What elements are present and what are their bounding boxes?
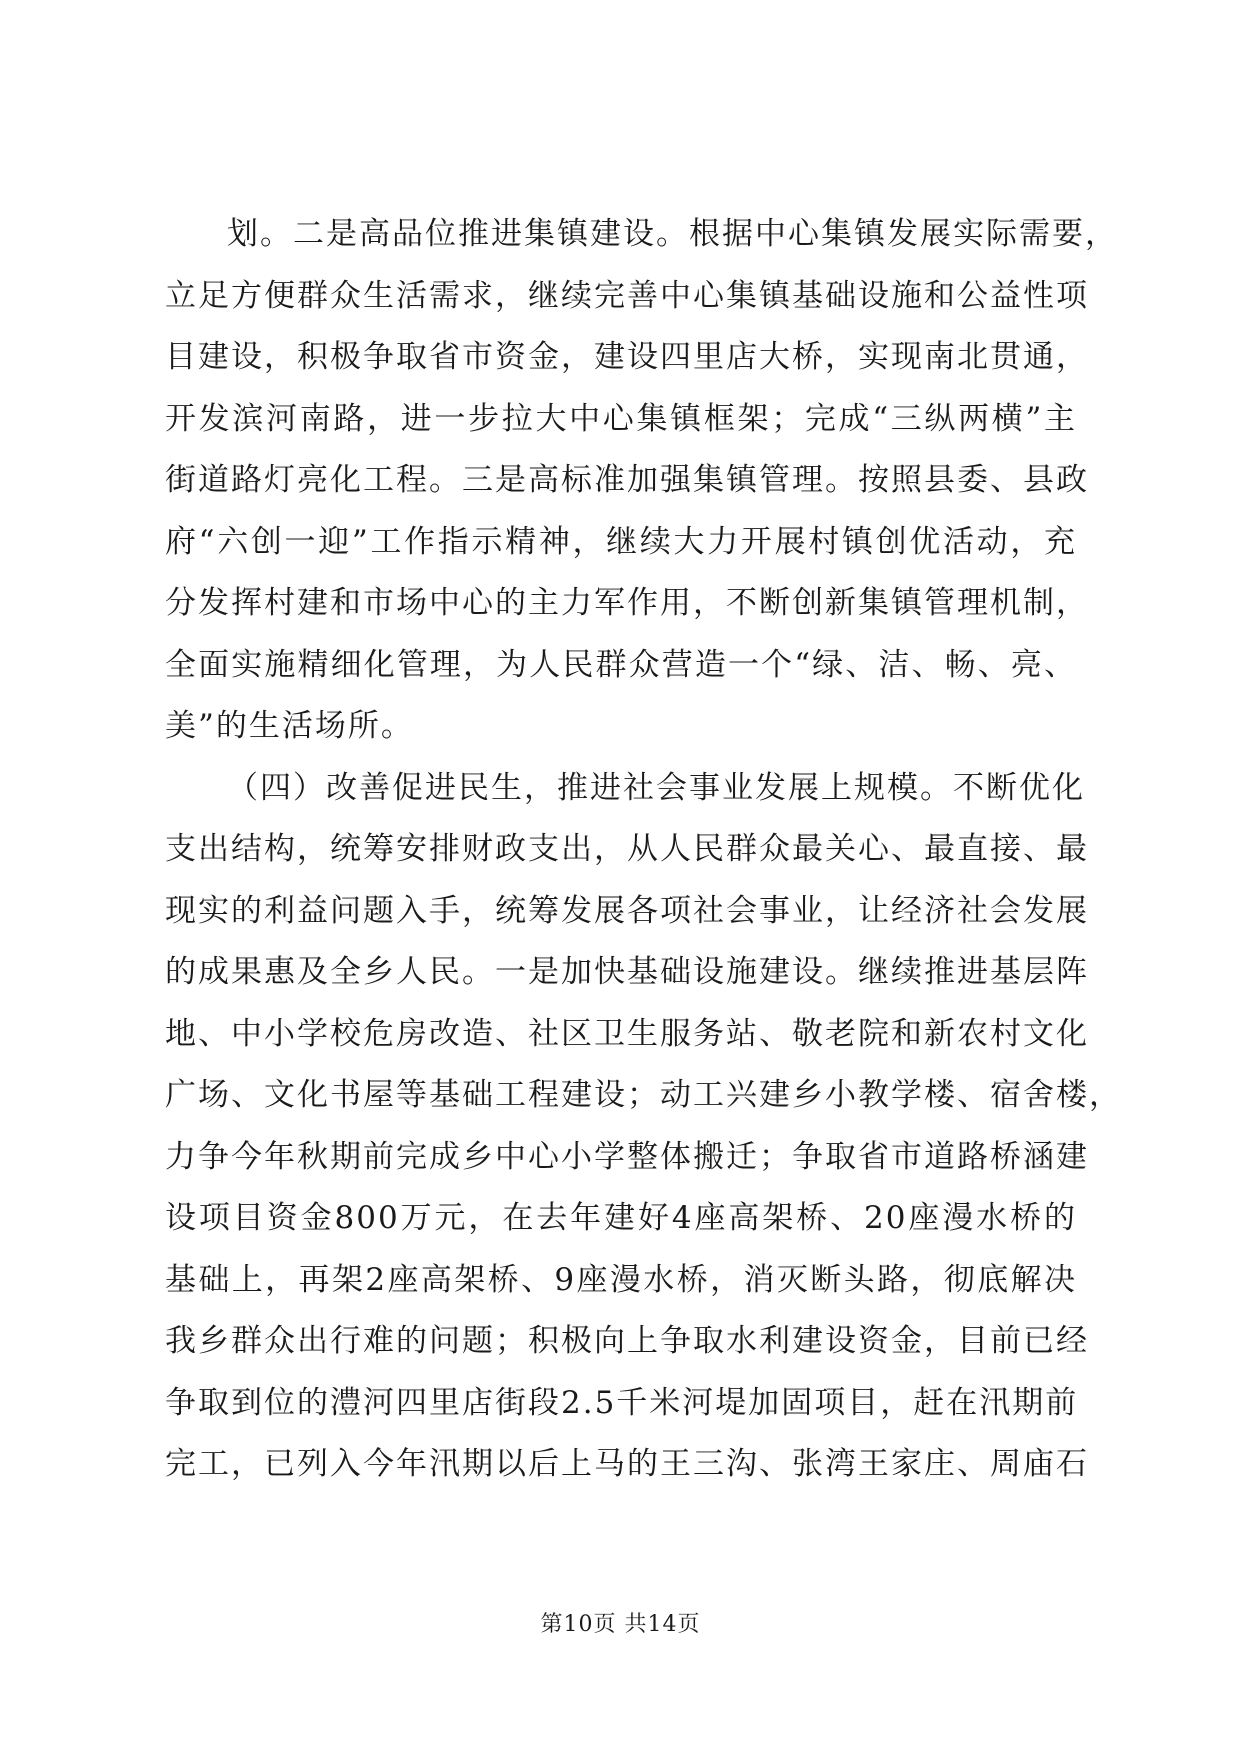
- body-text: [165, 208, 1122, 1500]
- text-line: 支出结构，统筹安排财政支出，从人民群众最关心、最直接、最: [165, 831, 1089, 867]
- text-line: 开发滨河南路，进一步拉大中心集镇框架；完成“三纵两横”主: [165, 400, 1077, 437]
- text-line: 我乡群众出行难的问题；积极向上争取水利建设资金，目前已经: [165, 1323, 1089, 1359]
- page-number-footer: 第10页 共14页: [540, 1612, 701, 1637]
- text-line: 完工，已列入今年汛期以后上马的王三沟、张湾王家庄、周庙石: [165, 1446, 1089, 1482]
- text-line: 划。二是高品位推进集镇建设。根据中心集镇发展实际需要，: [227, 216, 1118, 252]
- text-line: 的成果惠及全乡人民。一是加快基础设施建设。继续推进基层阵: [165, 954, 1089, 990]
- text-line: 美”的生活场所。: [165, 708, 414, 744]
- text-line: 府“六创一迎”工作指示精神，继续大力开展村镇创优活动，充: [165, 523, 1077, 560]
- text-line: 现实的利益问题入手，统筹发展各项社会事业，让经济社会发展: [165, 892, 1089, 929]
- text-line: 目建设，积极争取省市资金，建设四里店大桥，实现南北贯通，: [165, 339, 1089, 375]
- paragraph-heading-line: （四）改善促进民生，推进社会事业发展上规模。不断优化: [227, 769, 1085, 806]
- text-line: 街道路灯亮化工程。三是高标准加强集镇管理。按照县委、县政: [165, 462, 1089, 498]
- text-line: 基础上，再架2座高架桥、9座漫水桥，消灭断头路，彻底解决: [165, 1261, 1077, 1298]
- text-line: 广场、文化书屋等基础工程建设；动工兴建乡小教学楼、宿舍楼，: [165, 1077, 1122, 1113]
- text-line: 地、中小学校危房改造、社区卫生服务站、敬老院和新农村文化: [165, 1015, 1089, 1052]
- text-line: 立足方便群众生活需求，继续完善中心集镇基础设施和公益性项: [165, 277, 1089, 314]
- text-line: 争取到位的澧河四里店街段2.5千米河堤加固项目，赶在汛期前: [165, 1384, 1079, 1421]
- text-line: 设项目资金800万元，在去年建好4座高架桥、20座漫水桥的: [165, 1200, 1077, 1236]
- text-line: 分发挥村建和市场中心的主力军作用，不断创新集镇管理机制，: [165, 585, 1089, 621]
- text-line: 全面实施精细化管理，为人民群众营造一个“绿、洁、畅、亮、: [165, 646, 1077, 683]
- text-line: 力争今年秋期前完成乡中心小学整体搬迁；争取省市道路桥涵建: [165, 1138, 1089, 1175]
